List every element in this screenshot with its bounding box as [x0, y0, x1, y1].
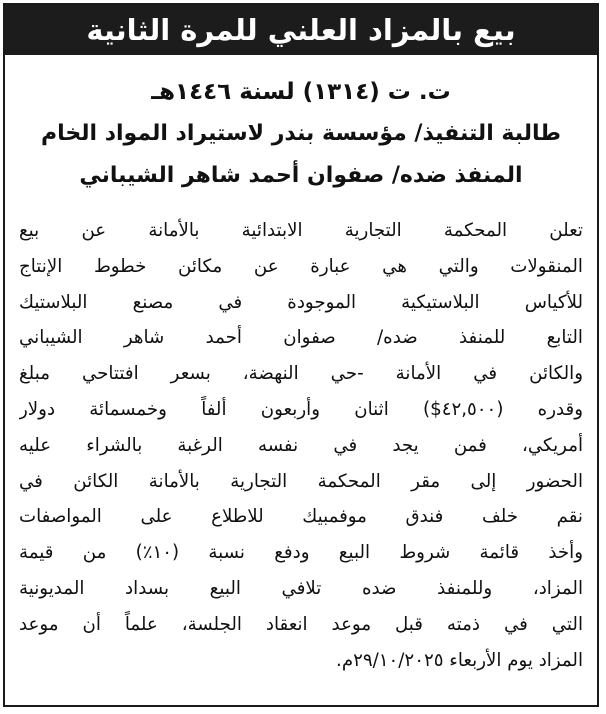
body-line: التابع للمنفذ ضده/ صفوان أحمد شاهر الشيباني	[19, 327, 583, 349]
notice-body	[19, 213, 583, 678]
body-line: المزاد، وللمنفذ ضده تلافي البيع بسداد المديونية	[19, 577, 583, 599]
legal-notice-frame	[3, 3, 599, 707]
body-line: للأكياس البلاستيكية الموجودة في مصنع البلاستيك	[19, 291, 583, 313]
body-line: الحضور إلى مقر المحكمة التجارية بالأمانة الكائن في	[19, 470, 583, 492]
body-line: وأخذ قائمة شروط البيع ودفع نسبة (١٠٪) من قيمة	[19, 542, 583, 564]
body-line: التي في ذمته قبل موعد انعقاد الجلسة، علماً أن موعد	[19, 613, 583, 635]
body-line: أمريكي، فمن يجد في نفسه الرغبة بالشراء عليه	[19, 434, 583, 456]
body-line: المزاد يوم الأربعاء ٢٩/١٠/٢٠٢٥م.	[336, 649, 583, 671]
body-line: نقم خلف فندق موفمبيك للاطلاع على المواصفات	[19, 506, 583, 528]
body-line: تعلن المحكمة التجارية الابتدائية بالأمانة عن بيع	[19, 220, 583, 241]
notice-headings	[15, 71, 587, 197]
claimant-line: طالبة التنفيذ/ مؤسسة بندر لاستيراد المواد الخام	[41, 121, 561, 146]
notice-title: بيع بالمزاد العلني للمرة الثانية	[5, 5, 597, 55]
body-line: وقدره (٤٢,٥٠٠$) اثنان وأربعون ألفاً وخمسمائة دولار	[19, 398, 583, 420]
body-line: المنقولات والتي هي عبارة عن مكائن خطوط الإنتاج	[19, 255, 583, 277]
defendant-line: المنفذ ضده/ صفوان أحمد شاهر الشيباني	[79, 163, 523, 188]
body-line: والكائن في الأمانة -حي النهضة، بسعر افتتاحي مبلغ	[19, 363, 583, 385]
case-number: ت. ت (١٣١٤) لسنة ١٤٤٦هـ	[151, 79, 451, 105]
